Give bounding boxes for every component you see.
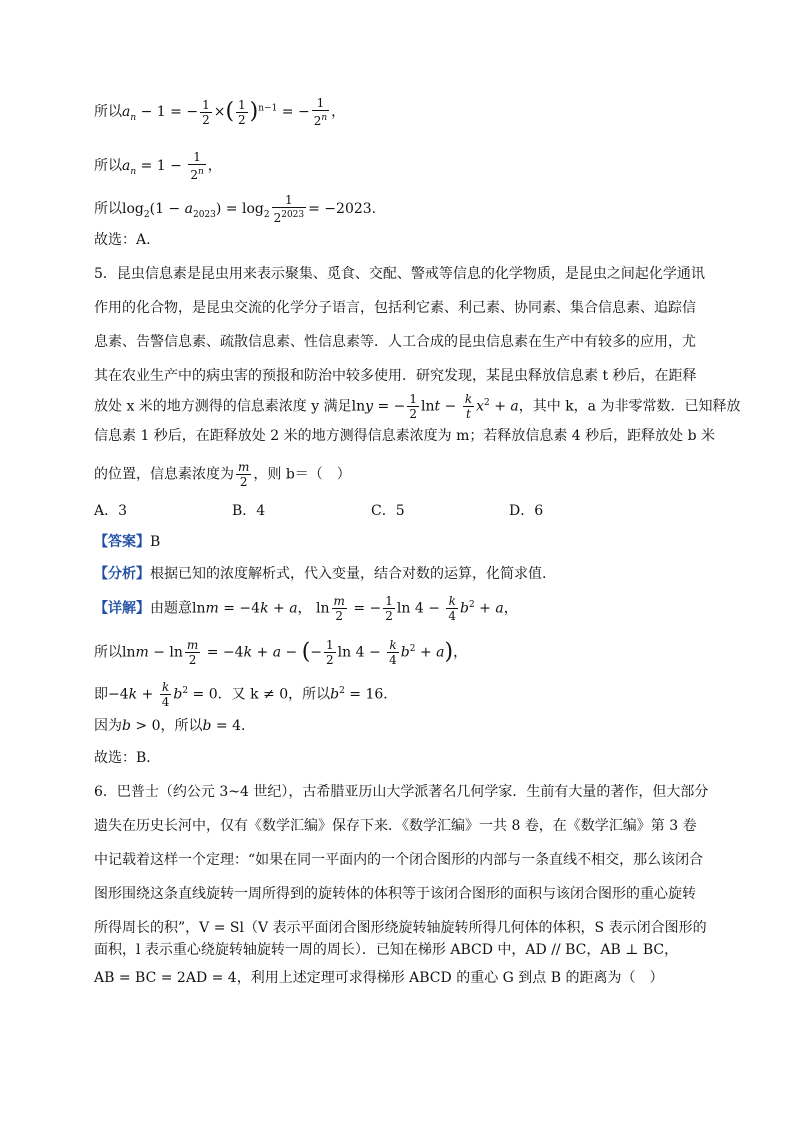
q5-line-3: 息素、告警信息素、疏散信息素、性信息素等．人工合成的昆虫信息素在生产中有较多的应用，尤 [94, 334, 696, 350]
q5-detail-4: 因为b > 0，所以b = 4． [94, 718, 256, 734]
answer-tag: 【答案】 [94, 534, 150, 550]
q5-line-2: 作用的化合物，是昆虫交流的化学分子语言，包括利它素、利己素、协同素、集合信息素、追踪信 [94, 300, 696, 316]
q6-line-5: 所得周长的积”，V = Sl（V 表示平面闭合图形绕旋转轴旋转所得几何体的体积，S 表示闭合图形的 [94, 920, 707, 936]
answer-value: B [150, 534, 161, 550]
option-a: A．3 [94, 503, 128, 519]
q5-analysis: 【分析】根据已知的浓度解析式，代入变量，结合对数的运算，化简求值. [94, 566, 547, 582]
q5-line-6: 信息素 1 秒后，在距释放处 2 米的地方测得信息素浓度为 m；若释放信息素 4 秒后，距释放处 b 米 [94, 428, 716, 444]
q6-line-7: AB = BC = 2AD = 4，利用上述定理可求得梯形 ABCD 的重心 G 到点 B 的距离为（ ） [94, 970, 664, 986]
q5-line-1: 5．昆虫信息素是昆虫用来表示聚集、觅食、交配、警戒等信息的化学物质，是昆虫之间起化学通讯 [94, 266, 705, 282]
q6-line-2: 遗失在历史长河中，仅有《数学汇编》保存下来．《数学汇编》一共 8 卷，在《数学汇编》第 3 卷 [94, 818, 697, 834]
q6-line-1: 6．巴普士（约公元 3~4 世纪），古希腊亚历山大学派著名几何学家．生前有大量的著作，但大部分 [94, 784, 709, 800]
q5-line-4: 其在农业生产中的病虫害的预报和防治中较多使用．研究发现，某昆虫释放信息素 t 秒后，在距释 [94, 368, 697, 384]
prev-step-3: 所以$\log_2(1 - a_{2023}) = \log_2$ $\frac{1}{2^{2023}}$ = −2023. [94, 193, 377, 225]
q5-answer [94, 532, 160, 552]
prev-answer: 故选：A. [94, 232, 151, 248]
option-d: D．6 [509, 503, 544, 519]
q5-detail-2: 所以lnm − ln $\frac{m}{2}$ = −4k + a − (− $\frac{1}{2}$ ln 4 − $\frac{k}{4}$ $b^2 + a$)， [94, 638, 468, 667]
detail-tag: 【详解】 [94, 600, 150, 617]
q5-conclusion: 故选：B． [94, 750, 161, 766]
analysis-tag: 【分析】 [94, 566, 150, 582]
prev-step-2: 所以$a_n = 1$ − $\frac{1}{2^n}$ ， [94, 150, 222, 182]
prev-step-1: 所以$a_n - 1$ = − $\frac{1}{2}$ ×( $\frac{1}{2}$ )$^{n-1}$ = − $\frac{1}{2^n}$ ， [94, 96, 346, 128]
option-b: B．4 [232, 503, 266, 519]
q6-line-3: 中记载着这样一个定理：“如果在同一平面内的一个闭合图形的内部与一条直线不相交，那么该闭合 [94, 852, 704, 868]
q6-line-6: 面积，l 表示重心绕旋转轴旋转一周的周长）．已知在梯形 ABCD 中，AD // BC，AB ⊥ BC， [94, 942, 679, 958]
option-c: C．5 [371, 503, 405, 519]
q5-line-7: 的位置，信息素浓度为 $\frac{m}{2}$ ，则 b＝（ ） [94, 460, 351, 489]
q5-detail-3: 即−4k + $\frac{k}{4}$ $b^2 = 0$．又 k ≠ 0，所以$b^2 = 16$． [94, 680, 398, 709]
q5-line-5: 放处 x 米的地方测得的信息素浓度 y 满足lny = − $\frac{1}{2}$ lnt − $\frac{k}{t}$ $x^2 + a$，其中 k，a 为非零常数．已知释放 [94, 392, 741, 421]
q6-line-4: 图形围绕这条直线旋转一周所得到的旋转体的体积等于该闭合图形的面积与该闭合图形的重心旋转 [94, 886, 696, 902]
q5-detail-1: 【详解】由题意lnm = −4k + a， ln $\frac{m}{2}$ = − $\frac{1}{2}$ ln 4 − $\frac{k}{4}$ $b^2 + a$， [94, 594, 518, 623]
